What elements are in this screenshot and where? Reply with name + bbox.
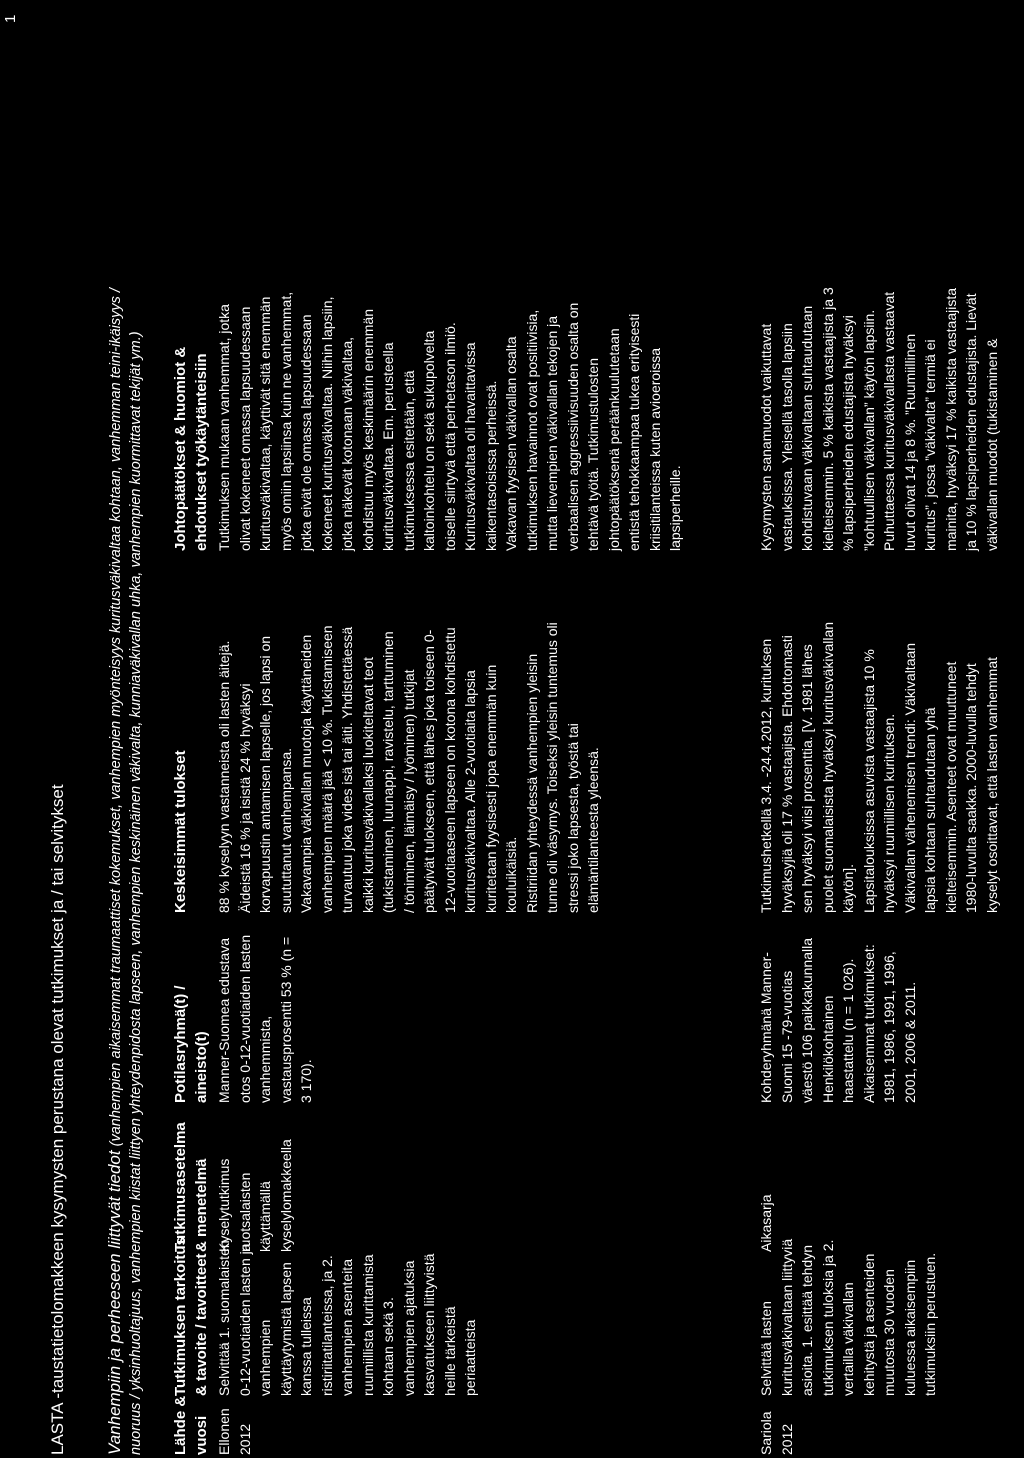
row-1-conclusions-line: kohdistuu myös keskimäärin enemmän	[359, 309, 376, 551]
row-1-conclusions-line: toiselle siirtyvä että perhetason ilmiö.	[441, 322, 458, 551]
row-1-results-line: elämäntilanteesta yleensä.	[585, 747, 601, 913]
intro-rest: (vanhempien aikaisemmat traumaattiset kokemukset, vanhempien myönteisyys kuritusväkivaltaa kohtaan, vanhemman teini-ikäisyys /	[108, 288, 124, 1151]
row-1-conclusions-line: Kuritusväkivaltaa oli havaittavissa	[462, 342, 478, 551]
row-2-population-line: Aikaisemmat tutkimukset:	[860, 944, 877, 1103]
row-2-method	[756, 1127, 777, 1252]
row-2-results-line: puolet suomalaisista hyväksyi kuritusväkivallan	[819, 621, 836, 913]
row-1-conclusions-line: lapsiperheille.	[667, 465, 683, 551]
row-2-population-line: Henkilökohtainen	[819, 995, 836, 1103]
row-2-population-line: 1981, 1986, 1991, 1996,	[881, 951, 897, 1103]
row-1-method-line: kyselylomakkeella	[277, 1139, 294, 1252]
row-1-results-line: suututtanut vanhempansa.	[277, 747, 294, 913]
row-1-purpose	[214, 1240, 481, 1396]
header-purpose-line: Tutkimuksen tarkoitus	[172, 1237, 189, 1396]
intro-lead: Vanhempiin ja perheeseen liittyvät tiedot	[105, 1150, 124, 1455]
row-2-purpose-line: vertailla väkivallan	[840, 1282, 856, 1396]
row-1-conclusions-line: mutta lievempien väkivallan tekojen ja	[544, 315, 560, 551]
row-1-results-line: stressi joko lapsesta, työstä tai	[564, 723, 581, 913]
row-1-purpose-line: 0-12-vuotiaiden lasten ja	[236, 1243, 253, 1396]
row-1-source	[214, 1400, 255, 1455]
row-2-population-line: väestö 106 paikkakunnalla	[799, 937, 815, 1103]
row-2-results-line: 1980-luvulta saakka. 2000-luvulla tehdyt	[963, 663, 979, 913]
row-2-conclusions-line: kohdistuvaan väkivaltaan suhtaudutaan	[799, 305, 815, 551]
row-2-results	[756, 583, 1002, 913]
row-1-conclusions-line: kaltoinkohtelu on sekä sukupolvelta	[421, 330, 437, 551]
row-1-purpose-line: vanhempien asenteita	[339, 1259, 355, 1396]
row-2-population-line: Suomi 15 -79-vuotias	[778, 970, 795, 1103]
intro-text	[105, 15, 146, 1455]
row-1-results-line: 88 % kyselyyn vastanneista oli lasten äitejä.	[216, 640, 232, 913]
row-1-conclusions-line: Vakavan fyysisen väkivallan osalta	[503, 336, 519, 551]
header-conclusions-line: Johtopäätökset & huomiot &	[172, 346, 189, 551]
row-2-results-line: käytön].	[840, 863, 856, 913]
row-1-conclusions-line: myös omiin lapsiinsa kuin ne vanhemmat,	[277, 291, 294, 551]
row-1-method-line: käyttämällä	[257, 1181, 273, 1252]
row-1-population-line: otos 0-12-vuotiaiden lasten	[236, 934, 253, 1103]
row-1-results-line: turvautuu joka vides isä tai äiti. Yhdistettäessä	[339, 626, 355, 913]
row-2-conclusions-line: ja 10 % lapsiperheiden edustajista. Lievät	[963, 293, 979, 551]
row-1-conclusions-line: entistä tehokkaampaa tukea erityisesti	[626, 313, 642, 551]
row-2-purpose-line: muutosta 30 vuoden	[881, 1269, 897, 1396]
row-2-population	[756, 928, 920, 1103]
row-1-conclusions-line: kokeneet kuritusväkivaltaa. Niihin lapsiin,	[318, 296, 335, 551]
page-number: 1	[2, 14, 19, 23]
page-title: LASTA -taustatietolomakkeen kysymysten perustana olevat tutkimukset ja / tai selvitykset	[48, 784, 67, 1455]
row-1-results-line: kuritusväkivaltaa. Alle 2-vuotiaita lapsia	[462, 670, 478, 913]
row-1-conclusions-line: kaikentasoisissa perheissä.	[482, 380, 499, 551]
row-1-method-line: Kyselytutkimus	[216, 1158, 232, 1252]
row-2-conclusions-line: Kysymysten sanamuodot vaikuttavat	[758, 323, 774, 551]
row-2-results-line: Lapsitalouksissa asuvista vastaajista 10 %	[860, 649, 877, 913]
header-method-line: Tutkimusasetelma	[172, 1122, 189, 1252]
row-2-population-line: 2001, 2006 & 2011.	[901, 981, 918, 1103]
row-1-purpose-line: vanhempien ajatuksia	[400, 1260, 417, 1396]
row-2-purpose-line: kehitystä ja asenteiden	[860, 1253, 877, 1396]
row-1-method-line: ruotsalaisten	[236, 1172, 253, 1252]
row-1-results-line: (tukistaminen, luunappi, ravistelu, tarttuminen	[380, 631, 396, 913]
row-1-results-line: päätyivät tulokseen, että lähes joka toiseen 0-	[421, 629, 437, 913]
row-1-results-line: korvapuustin antamisen lapselle, jos lapsi on	[257, 635, 273, 913]
intro-line-2: nuoruus / yksinhuoltajuus, vanhempien kiistat liittyen yhteydenpidosta lapseen, vanhempien keskinäinen väkivalta, kunniaväkivallan uhka, vanhempien kuormittavat tekijät ym.)	[128, 331, 144, 1455]
row-1-purpose-line: vanhempien	[257, 1319, 273, 1396]
row-1-results-line: tunne oli väsymys. Toiseksi yleisin tuntemus oli	[544, 622, 560, 913]
row-1-results-line: kaikki kuritusväkivallaksi luokiteltavat teot	[359, 657, 376, 913]
header-conclusions-line: ehdotukset työkäytänteisiin	[193, 353, 210, 551]
row-1-results-line: 12-vuotiaaseen lapseen on kotona kohdistettu	[441, 627, 458, 913]
row-1-purpose-line: kohtaan sekä 3.	[380, 1297, 396, 1396]
row-1-conclusions	[214, 221, 686, 551]
row-2-method-line: Aikasarja	[758, 1194, 774, 1252]
row-2-conclusions-line: % lapsiperheiden edustajista hyväksyi	[840, 315, 856, 551]
row-1-source-line: 2012	[236, 1423, 253, 1455]
header-population-line: Potilasryhmä(t) /	[172, 985, 189, 1103]
row-2-conclusions-line: väkivallan muodot (tukistaminen &	[983, 338, 1000, 551]
row-2-conclusions-line: ”kohtuullisen väkivallan” käytön lapsiin.	[860, 309, 877, 551]
row-1-purpose-line: käyttäytymistä lapsen	[277, 1262, 294, 1396]
row-2-source-line: 2012	[778, 1423, 795, 1455]
row-1-results-line: kouluikäisiä.	[503, 836, 519, 913]
row-2-results-line: Tutkimushetkellä 3.4. -24.4.2012, kurituksen	[758, 638, 774, 913]
row-1-conclusions-line: tehtävä työtä. Tutkimustulosten	[585, 358, 601, 551]
row-1-results-line: vanhempien määrä jää < 10 %. Tukistamiseen	[318, 625, 335, 913]
row-2-results-line: sen hyväksyi viisi prosenttia. [V. 1981 lähes	[799, 644, 815, 913]
row-2-conclusions-line: vastauksissa. Yleisellä tasolla lapsiin	[778, 323, 795, 551]
row-1-purpose-line: Selvittää 1. suomalaisten	[216, 1240, 232, 1396]
row-1-purpose-line: ruumiillista kurittamista	[359, 1254, 376, 1396]
row-1-results-line: / töniminen, läimäisy / lyöminen) tutkijat	[400, 669, 417, 913]
row-1-conclusions-line: kuritusväkivaltaa. Em. perusteella	[380, 342, 396, 551]
row-1-results-line: Ristiriidan yhteydessä vanhempien yleisin	[523, 653, 540, 913]
row-1-population-line: 3 170).	[298, 1059, 314, 1103]
row-2-purpose-line: tutkimuksiin perustuen.	[922, 1252, 938, 1396]
row-2-results-line: hyväksyi ruumiillisen kurituksen.	[881, 713, 897, 913]
row-2-conclusions-line: luvut olivat 14 ja 8 %. ”Ruumiillinen	[901, 333, 918, 551]
header-source-line: Lähde &	[172, 1395, 189, 1455]
row-1-purpose-line: kanssa tulleissa	[298, 1297, 314, 1396]
header-results	[170, 583, 191, 913]
row-1-results	[214, 583, 604, 913]
row-2-source-line: Sariola	[758, 1411, 774, 1455]
row-1-population-line: Manner-Suomea edustava	[216, 938, 232, 1103]
row-2-results-line: lapsia kohtaan suhtaudutaan yhä	[922, 707, 938, 913]
row-1-conclusions-line: kriisitilanteissa kuten avioeroissa	[646, 347, 663, 551]
row-2-conclusions	[756, 221, 1002, 551]
header-population-line: aineisto(t)	[193, 1031, 210, 1103]
row-2-purpose	[756, 1238, 941, 1396]
header-method-line: & menetelmä	[193, 1158, 210, 1252]
row-1-population-line: vastausprosentti 53 % (n =	[277, 936, 294, 1103]
row-2-results-line: Väkivallan vähenemisen trendi: Väkivaltaan	[901, 642, 918, 913]
row-1-conclusions-line: tutkimuksessa esitetään, että	[400, 370, 417, 551]
row-1-conclusions-line: tutkimuksen havainnot ovat positiivisia,	[523, 309, 540, 551]
row-1-conclusions-line: kuritusväkivaltaa, käyttivät sitä enemmän	[257, 296, 273, 551]
row-2-purpose-line: Selvittää lasten	[758, 1301, 774, 1396]
header-source	[170, 1395, 212, 1455]
row-2-population-line: haastattelu (n = 1 026).	[840, 958, 856, 1103]
row-1-purpose-line: kasvatukseen liittyvistä	[421, 1253, 437, 1396]
row-1-conclusions-line: olivat kokeneet omassa lapsuudessaan	[236, 306, 253, 551]
row-2-purpose-line: tutkimuksen tuloksia ja 2.	[819, 1239, 836, 1396]
header-conclusions	[170, 221, 212, 551]
row-1-conclusions-line: johtopäätöksenä peräänkuulutetaan	[605, 328, 622, 551]
row-1-purpose-line: ristiriitatilanteissa, ja 2.	[318, 1255, 335, 1396]
row-1-purpose-line: periaatteista	[462, 1319, 478, 1396]
row-2-conclusions-line: Puhuttaessa kuritusväkivallasta vastaavat	[881, 291, 897, 551]
row-1-conclusions-line: jotka näkevät kotonaan väkivaltaa,	[339, 336, 355, 551]
row-1-results-line: kuritetaan fyysisesti jopa enemmän kuin	[482, 664, 499, 913]
row-1-purpose-line: heille tärkeistä	[441, 1306, 458, 1396]
row-2-results-line: kyselyt osoittavat, että lasten vanhemmat	[983, 656, 1000, 913]
row-2-purpose-line: kuluessa aikaisempiin	[901, 1259, 918, 1396]
row-2-purpose-line: kuritusväkivaltaan liittyviä	[778, 1238, 795, 1396]
header-purpose	[170, 1237, 212, 1396]
header-source-line: vuosi	[193, 1415, 210, 1455]
row-2-purpose-line: asioita. 1. esittää tehdyn	[799, 1245, 815, 1396]
header-purpose-line: & tavoite / tavoitteet	[193, 1253, 210, 1396]
row-1-conclusions-line: verbaalisen aggressiivisuuden osalta on	[564, 302, 581, 551]
row-1-conclusions-line: jotka eivät ole omassa lapsuudessaan	[298, 314, 314, 551]
row-1-source-line: Ellonen	[216, 1408, 232, 1455]
row-2-population-line: Kohderyhmänä Manner-	[758, 952, 774, 1103]
header-results-line: Keskeisimmät tulokset	[172, 750, 189, 913]
row-2-results-line: hyväksyjiä oli 17 % vastaajista. Ehdottomasti	[778, 635, 795, 913]
row-1-results-line: Vakavampia väkivallan muotoja käyttäneiden	[298, 634, 314, 913]
row-1-population	[214, 928, 317, 1103]
header-method	[170, 1122, 212, 1252]
row-2-conclusions-line: kielteisemmin. 5 % kaikista vastaajista ja 3	[819, 287, 836, 551]
row-1-method	[214, 1127, 296, 1252]
row-1-conclusions-line: Tutkimuksen mukaan vanhemmat, jotka	[216, 304, 232, 551]
row-2-conclusions-line: mainita, hyväksyi 17 % kaikista vastaajista	[942, 288, 959, 551]
row-2-conclusions-line: kuritus”, jossa ”väkivalta” termiä ei	[922, 339, 938, 551]
header-population	[170, 928, 212, 1103]
row-1-results-line: Äideistä 16 % ja isistä 24 % hyväksyi	[236, 683, 253, 913]
row-2-results-line: kielteisemmin. Asenteet ovat muuttuneet	[942, 661, 959, 913]
row-1-population-line: vanhemmista,	[257, 1015, 273, 1103]
row-2-source	[756, 1400, 797, 1455]
